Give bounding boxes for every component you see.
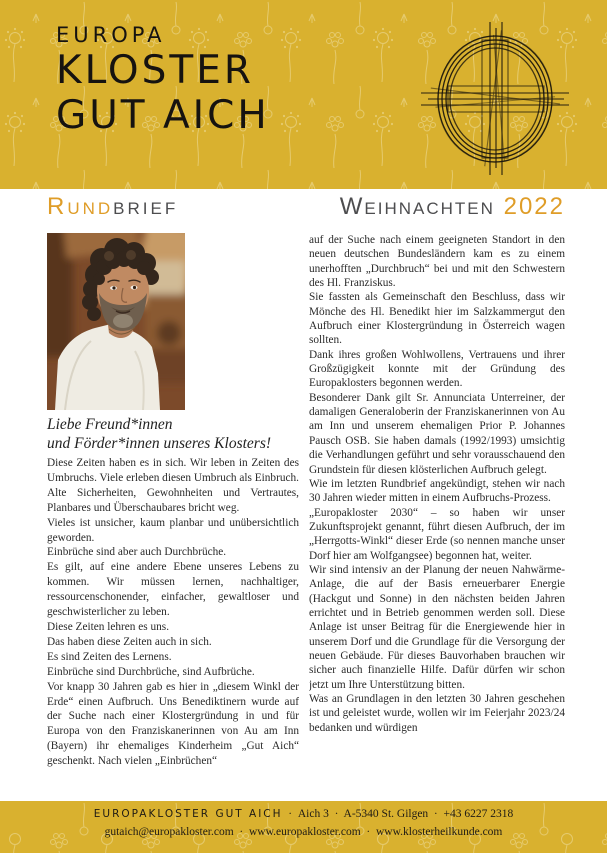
body-paragraph: Vieles ist unsicher, kaum planbar und unübersichtlich geworden. (47, 516, 299, 544)
newsletter-title (47, 193, 178, 221)
body-paragraph: Diese Zeiten haben es in sich. Wir leben in Zeiten des Umbruchs. Viele erleben diesen Umbruch als Einbruch. (47, 457, 299, 484)
footer-address: · Aich 3 · A-5340 St. Gilgen · +43 6227 2318 (282, 808, 514, 820)
body-paragraph: Dank ihres großen Wohlwollens, Vertrauens und ihrer Großzügigkeit konnte mit der Gründung des Europaklosters begonnen werden. (309, 348, 565, 390)
footer (0, 801, 607, 853)
body-paragraph: „Europakloster 2030“ – so haben wir unser Zukunftsprojekt genannt, führt diesen Aufbruch, der im „Herrgotts-Winkl“ dieser Erde (so nennen manche unser Dorf hier am Wolfgangsee) begonnen hat, weiter. (309, 506, 565, 562)
body-paragraph: auf der Suche nach einem geeigneten Standort in den neuen deutschen Bundesländern kam es zu einem unerhofften „Durchbruch“ bei und mit den Schwestern des Hl. Franziskus. (309, 234, 565, 290)
footer-links-line: gutaich@europakloster.com · www.europakloster.com · www.klosterheilkunde.com (104, 826, 503, 838)
body-paragraph: Einbrüche sind aber auch Durchbrüche. (47, 546, 227, 559)
monk-portrait-photo (47, 233, 185, 410)
body-paragraph: Diese Zeiten lehren es uns. (47, 620, 170, 633)
masthead (0, 0, 607, 189)
brand-line-kloster: KLOSTER (56, 48, 254, 93)
body-paragraph: Es gilt, auf eine andere Ebene unseres Lebens zu kommen. Wir müssen lernen, nachhaltiger, ressourcenschonender, einfacher, gewaltloser und geschwisterlicher zu leben. (47, 561, 299, 619)
body-paragraph: Wie im letzten Rundbrief angekündigt, stehen wir nach 30 Jahren wieder mitten in einem Aufbruchs-Prozess. (309, 477, 565, 505)
issue-season: Weihnachten (339, 193, 504, 220)
issue-title (340, 193, 565, 221)
title-brief: brief (113, 193, 179, 220)
issue-year: 2022 (503, 193, 565, 220)
circle-cross-logo-icon (420, 20, 570, 178)
body-paragraph: Besonderer Dank gilt Sr. Annunciata Unterreiner, der damaligen Generaloberin der Franziskanerinnen von Au am Inn und unserem ehemaligen Prior P. Johannes Pausch OSB. Sie haben damals (1992/1993) umsichtig die Verhandlungen geführt und sehr vorausschauend den Grundstein für diesen klösterlichen Aufbruch gelegt. (309, 391, 565, 476)
body-paragraph: Vor knapp 30 Jahren gab es hier in „diesem Winkl der Erde“ einen Aufbruch. Uns Benediktinern wurde auf der Suche nach einer Klostergründung in und für Europa von den Franziskanerinnen von Au am Inn (Bayern) ihr ehemaliges Kinderheim „Gut Aich“ geschenkt. Nach vielen „Einbrüchen“ (47, 680, 299, 768)
brand-line-europa: EUROPA (56, 23, 166, 47)
article-left-column (47, 456, 299, 794)
body-paragraph: Einbrüche sind Durchbrüche, sind Aufbrüche. (47, 665, 255, 678)
greeting-line2: und Förder*innen unseres Klosters! (47, 435, 272, 452)
body-paragraph: Das haben diese Zeiten auch in sich. (47, 635, 212, 648)
greeting (47, 415, 307, 453)
body-paragraph: Was an Grundlagen in den letzten 30 Jahren geschehen ist und geleistet wurde, wollen wir im Feierjahr 2023/24 bedanken und würdigen (309, 693, 565, 734)
body-paragraph: Sie fassten als Gemeinschaft den Beschluss, dass wir Mönche des Hl. Benedikt hier im Salzkammergut den Aufbruch einer Klostergründung in Österreich wagen sollten. (309, 291, 565, 347)
footer-brand: EUROPAKLOSTER GUT AICH (93, 808, 283, 820)
title-rund: Rund (47, 193, 114, 220)
greeting-line1: Liebe Freund*innen (47, 416, 173, 433)
brand-wordmark (56, 22, 270, 138)
article-right-column (309, 233, 565, 796)
footer-content (0, 801, 607, 840)
body-paragraph: Wir sind intensiv an der Planung der neuen Nahwärme-Anlage, die auf der Basis erneuerbarer Energie (Hackgut und Sonne) in den nächsten beiden Jahren errichtet und in Betrieb genommen werden soll. Diese Anlage ist unser Beitrag für die Energiewende hier in unserem Dorf und die Grundlage für die Versorgung der neuen Gebäude. Für dieses Bauvorhaben brauchen wir sicher auch finanzielle Hilfe. Dafür dürfen wir schon jetzt um Ihre Unterstützung bitten. (309, 563, 565, 691)
footer-address-line (0, 807, 607, 822)
brand-line-gut-aich: GUT AICH (56, 93, 270, 138)
body-paragraph: Es sind Zeiten des Lernens. (47, 650, 172, 663)
body-paragraph: Alte Sicherheiten, Gewohnheiten und Vertrautes, Planbares und Überschaubares bricht weg. (47, 486, 299, 514)
